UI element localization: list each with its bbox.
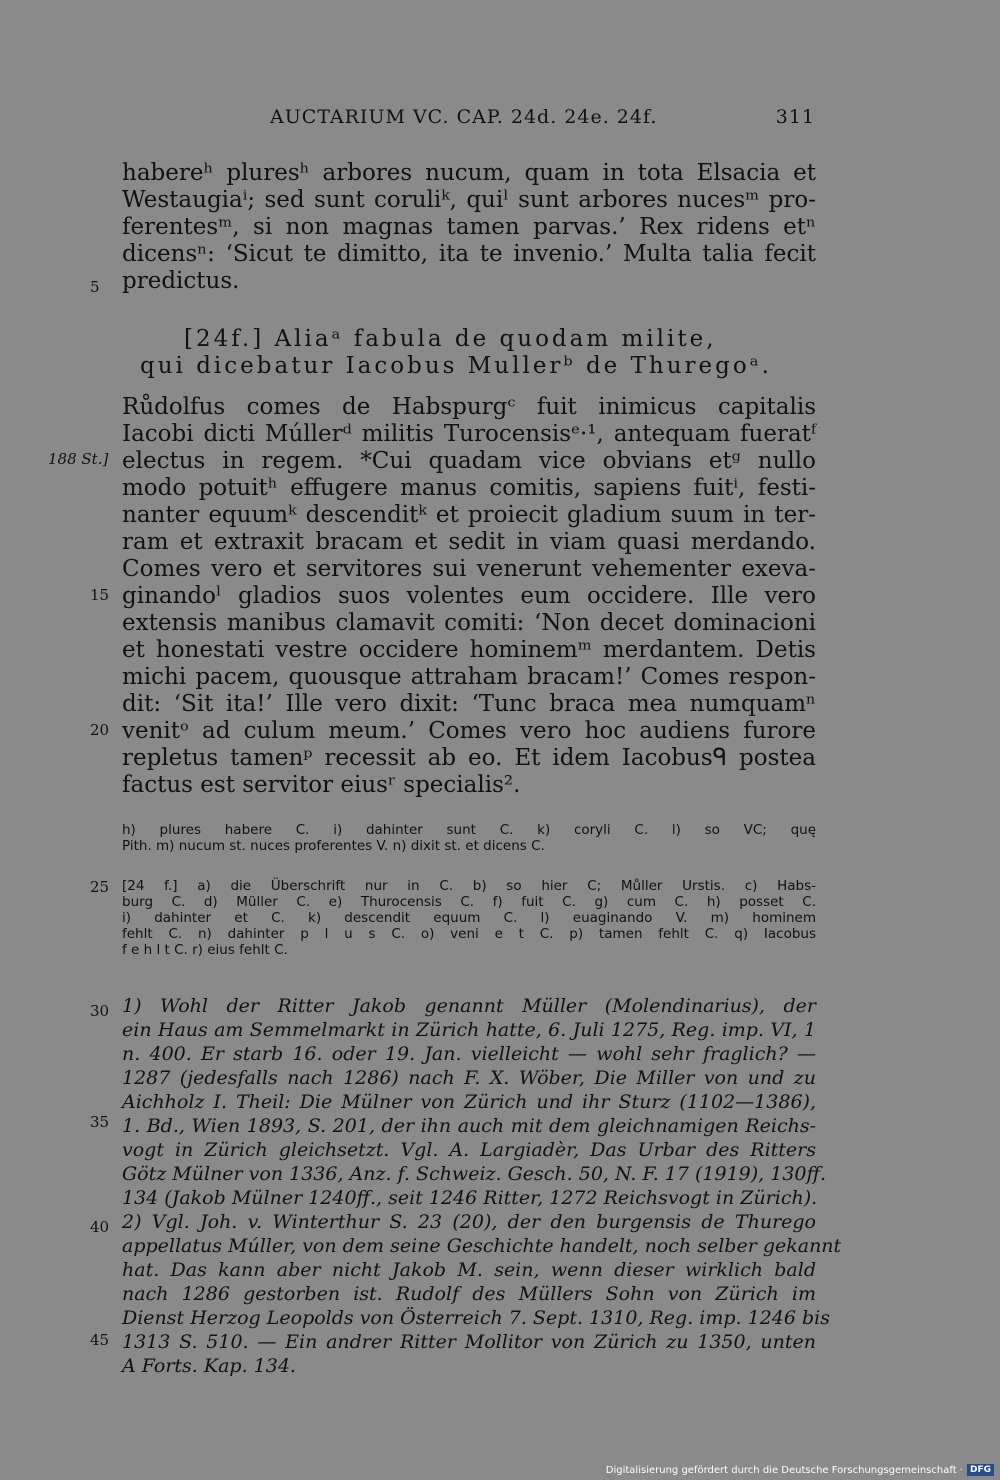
footnote-line: 1. Bd., Wien 1893, S. 201, der ihn auch mit dem gleichnamigen Reichs-	[122, 1115, 816, 1137]
header-title: AUCTARIUM VC. CAP. 24d. 24e. 24f.	[270, 106, 658, 128]
text-line: electus in regem. *Cui quadam vice obvians etᵍ nullo	[122, 448, 816, 474]
text-line: predictus.	[122, 268, 240, 294]
line-number: 15	[90, 586, 110, 604]
footnote-line: vogt in Zürich gleichsetzt. Vgl. A. Largiadèr, Das Urbar des Ritters	[122, 1139, 816, 1161]
footnote-line: A Forts. Kap. 134.	[122, 1355, 296, 1377]
footnote-line: Götz Mülner von 1336, Anz. f. Schweiz. Gesch. 50, N. F. 17 (1919), 130ff.	[122, 1163, 827, 1185]
text-line: modo potuitʰ effugere manus comitis, sapiens fuitⁱ, festi-	[122, 475, 816, 501]
text-line: venitᵒ ad culum meum.’ Comes vero hoc audiens furore	[122, 718, 816, 744]
text-line: dicensⁿ: ‘Sicut te dimitto, ita te invenio.’ Multa talia fecit	[122, 241, 816, 267]
text-line: nanter equumᵏ descenditᵏ et proiecit gladium suum in ter-	[122, 502, 816, 528]
text-line: Westaugiaⁱ; sed sunt coruliᵏ, quiˡ sunt arbores nucesᵐ pro-	[122, 187, 816, 213]
footer-text: Digitalisierung gefördert durch die Deutsche Forschungsgemeinschaft ·	[605, 1464, 963, 1476]
apparatus-line: fehlt C. n) dahinter p l u s C. o) veni e t C. p) tamen fehlt C. q) Iacobus	[122, 926, 816, 942]
digitization-footer	[606, 1464, 994, 1476]
footnote-line: n. 400. Er starb 16. oder 19. Jan. vielleicht — wohl sehr fraglich? —	[122, 1043, 816, 1065]
apparatus-line: i) dahinter et C. k) descendit equum C. l) euaginando V. m) hominem	[122, 910, 816, 926]
text-line: habereʰ pluresʰ arbores nucum, quam in tota Elsacia et	[122, 160, 816, 186]
text-line: michi pacem, quousque attraham bracam!’ Comes respon-	[122, 664, 816, 690]
text-line: ferentesᵐ, si non magnas tamen parvas.’ Rex ridens etⁿ	[122, 214, 816, 240]
running-header	[270, 106, 815, 128]
footnote-line: ein Haus am Semmelmarkt in Zürich hatte, 6. Juli 1275, Reg. imp. VI, 1	[122, 1019, 816, 1041]
line-number: 40	[90, 1218, 110, 1236]
text-line: repletus tamenᵖ recessit ab eo. Et idem Iacobusᑫ postea	[122, 745, 816, 771]
text-line: dit: ‘Sit ita!’ Ille vero dixit: ‘Tunc braca mea numquamⁿ	[122, 691, 816, 717]
page-number: 311	[775, 106, 815, 128]
text-line: factus est servitor eiusʳ specialis².	[122, 772, 521, 798]
footnote-line: 1287 (jedesfalls nach 1286) nach F. X. Wöber, Die Miller von und zu	[122, 1067, 816, 1089]
chapter-title-line-1: [24f.] Aliaᵃ fabula de quodam milite,	[184, 326, 717, 352]
apparatus-line: burg C. d) Müller C. e) Thurocensis C. f) fuit C. g) cum C. h) posset C.	[122, 894, 816, 910]
text-line: et honestati vestre occidere hominemᵐ merdantem. Detis	[122, 637, 816, 663]
text-line: Iacobi dicti Múllerᵈ militis Turocensisᵉ·¹, antequam fueratᶠ	[122, 421, 816, 447]
footnotes	[122, 994, 842, 1378]
text-line: ram et extraxit bracam et sedit in viam quasi merdando.	[122, 529, 816, 555]
margin-page-reference: 188 St.]	[48, 450, 109, 468]
footnote-line: 1) Wohl der Ritter Jakob genannt Müller (Molendinarius), der	[122, 995, 816, 1017]
footnote-line: hat. Das kann aber nicht Jakob M. sein, wenn dieser wirklich bald	[122, 1259, 816, 1281]
line-number: 20	[90, 721, 110, 739]
paragraph-continuation	[122, 160, 816, 295]
line-number: 45	[90, 1331, 110, 1349]
text-line: extensis manibus clamavit comiti: ‘Non decet dominacioni	[122, 610, 816, 636]
line-number: 25	[90, 878, 110, 896]
footnote-line: 134 (Jakob Mülner 1240ff., seit 1246 Ritter, 1272 Reichsvogt in Zürich).	[122, 1187, 818, 1209]
footnote-line: 1313 S. 510. — Ein andrer Ritter Mollitor von Zürich zu 1350, unten	[122, 1331, 816, 1353]
footnote-line: appellatus Múller, von dem seine Geschichte handelt, noch selber gekannt	[122, 1235, 842, 1257]
footnote-line: Aichholz I. Theil: Die Mülner von Zürich und ihr Sturz (1102—1386),	[122, 1091, 816, 1113]
text-line: Comes vero et servitores sui venerunt vehementer exeva-	[122, 556, 816, 582]
line-number: 30	[90, 1002, 110, 1020]
critical-apparatus-2	[122, 878, 816, 958]
footnote-line: 2) Vgl. Joh. v. Winterthur S. 23 (20), der den burgensis de Thurego	[122, 1211, 816, 1233]
text-line: ginandoˡ gladios suos volentes eum occidere. Ille vero	[122, 583, 816, 609]
footnote-line: Dienst Herzog Leopolds von Österreich 7. Sept. 1310, Reg. imp. 1246 bis	[122, 1307, 831, 1329]
paragraph-main	[122, 394, 816, 799]
line-number: 35	[90, 1113, 110, 1131]
critical-apparatus-1	[122, 822, 816, 854]
line-number: 5	[90, 278, 100, 296]
footnote-line: nach 1286 gestorben ist. Rudolf des Müllers Sohn von Zürich im	[122, 1283, 816, 1305]
text-line: Růdolfus comes de Habspurgᶜ fuit inimicus capitalis	[122, 394, 816, 420]
chapter-title-line-2: qui dicebatur Iacobus Mullerᵇ de Thuregoᵃ.	[140, 353, 772, 379]
apparatus-line: h) plures habere C. i) dahinter sunt C. k) coryli C. l) so VC; quę	[122, 822, 816, 838]
apparatus-line: [24 f.] a) die Überschrift nur in C. b) so hier C; Můller Urstis. c) Habs-	[122, 878, 816, 894]
apparatus-line: Pith. m) nucum st. nuces proferentes V. n) dixit st. et dicens C.	[122, 838, 545, 854]
apparatus-line: f e h l t C. r) eius fehlt C.	[122, 942, 288, 958]
dfg-logo: DFG	[967, 1464, 994, 1476]
